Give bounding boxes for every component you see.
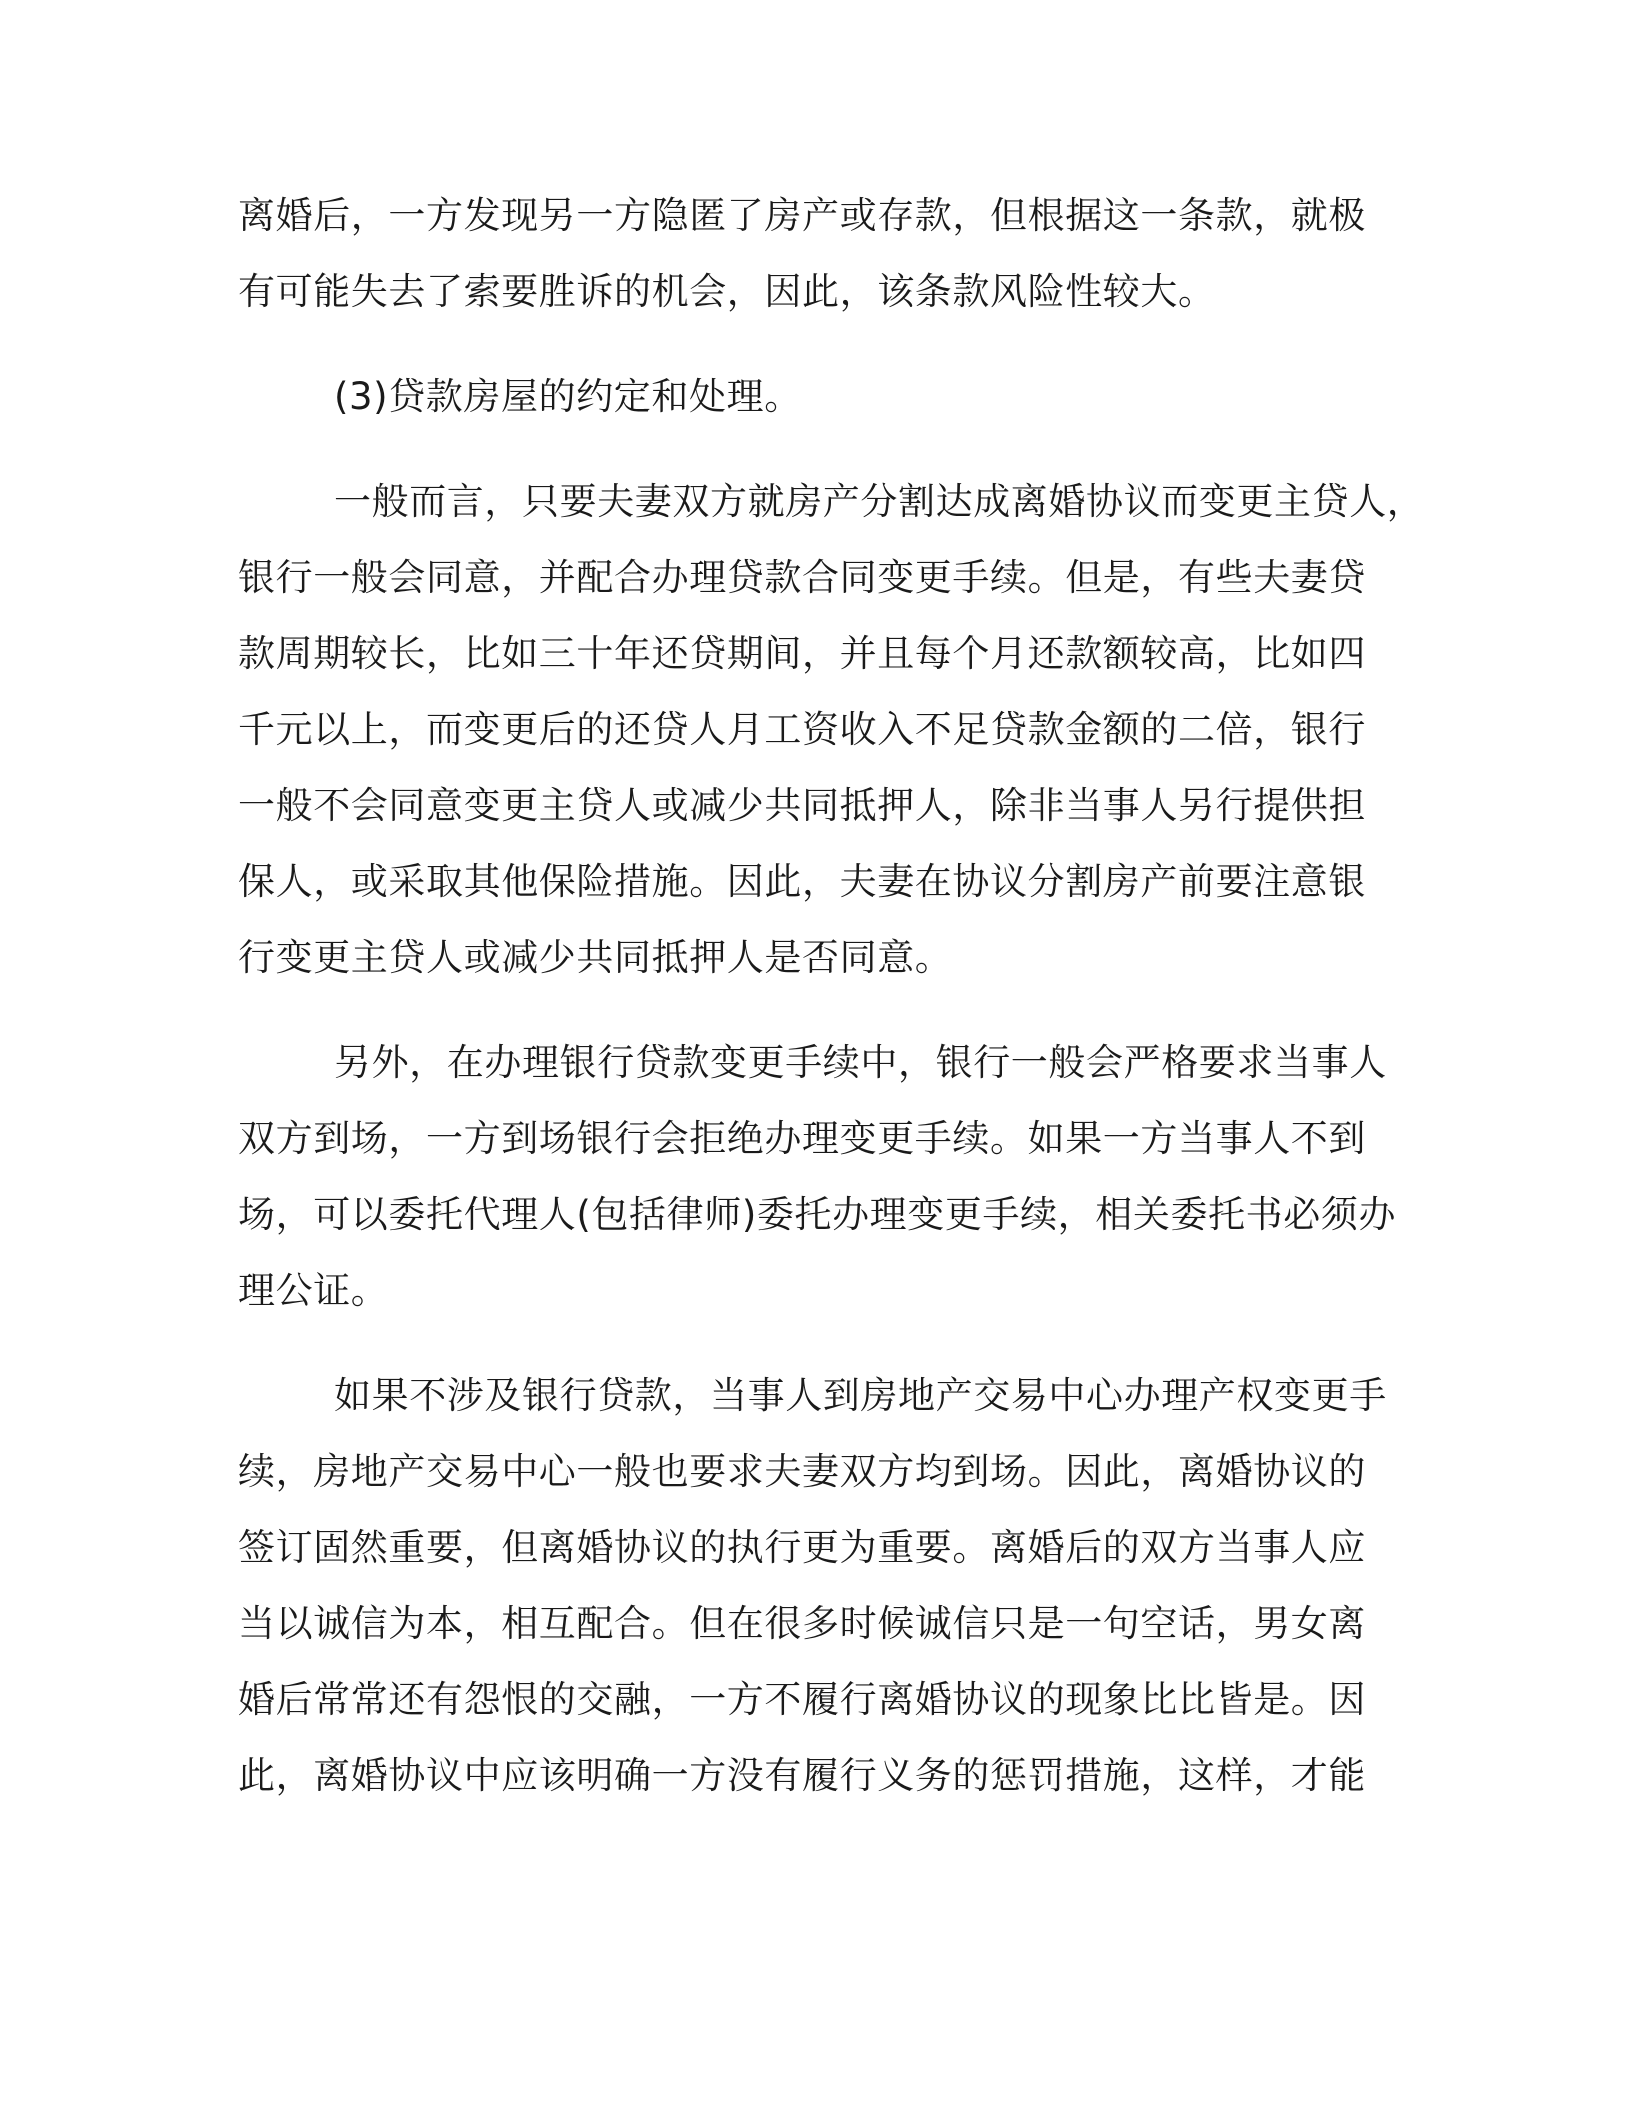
paragraph-3-line-4: 千元以上，而变更后的还贷人月工资收入不足贷款金额的二倍，银行: [238, 708, 1366, 751]
paragraph-3-line-7: 行变更主贷人或减少共同抵押人是否同意。: [238, 936, 953, 979]
paragraph-3-line-5: 一般不会同意变更主贷人或减少共同抵押人，除非当事人另行提供担: [238, 784, 1366, 827]
paragraph-1-line-1: 离婚后，一方发现另一方隐匿了房产或存款，但根据这一条款，就极: [238, 194, 1366, 237]
paragraph-4-line-4: 理公证。: [238, 1269, 389, 1312]
paragraph-4-line-2: 双方到场，一方到场银行会拒绝办理变更手续。如果一方当事人不到: [238, 1117, 1366, 1160]
paragraph-1-line-2: 有可能失去了索要胜诉的机会，因此，该条款风险性较大。: [238, 270, 1216, 313]
paragraph-5-line-5: 婚后常常还有怨恨的交融，一方不履行离婚协议的现象比比皆是。因: [238, 1678, 1366, 1721]
paragraph-5-line-3: 签订固然重要，但离婚协议的执行更为重要。离婚后的双方当事人应: [238, 1526, 1366, 1569]
paragraph-5-line-4: 当以诚信为本，相互配合。但在很多时候诚信只是一句空话，男女离: [238, 1602, 1366, 1645]
paragraph-3-line-3: 款周期较长，比如三十年还贷期间，并且每个月还款额较高，比如四: [238, 632, 1366, 675]
paragraph-3-line-6: 保人，或采取其他保险措施。因此，夫妻在协议分割房产前要注意银: [238, 860, 1366, 903]
paragraph-3-line-2: 银行一般会同意，并配合办理贷款合同变更手续。但是，有些夫妻贷: [238, 556, 1366, 599]
paragraph-4-line-3: 场，可以委托代理人(包括律师)委托办理变更手续，相关委托书必须办: [238, 1193, 1397, 1236]
paragraph-5-line-1: 如果不涉及银行贷款，当事人到房地产交易中心办理产权变更手: [334, 1374, 1387, 1417]
paragraph-5-line-6: 此，离婚协议中应该明确一方没有履行义务的惩罚措施，这样，才能: [238, 1754, 1366, 1797]
paragraph-4-line-1: 另外，在办理银行贷款变更手续中，银行一般会严格要求当事人: [334, 1041, 1387, 1084]
paragraph-3-line-1: 一般而言，只要夫妻双方就房产分割达成离婚协议而变更主贷人，: [334, 480, 1425, 523]
paragraph-5-line-2: 续，房地产交易中心一般也要求夫妻双方均到场。因此，离婚协议的: [238, 1450, 1366, 1493]
paragraph-2-line-1: (3)贷款房屋的约定和处理。: [334, 375, 802, 418]
